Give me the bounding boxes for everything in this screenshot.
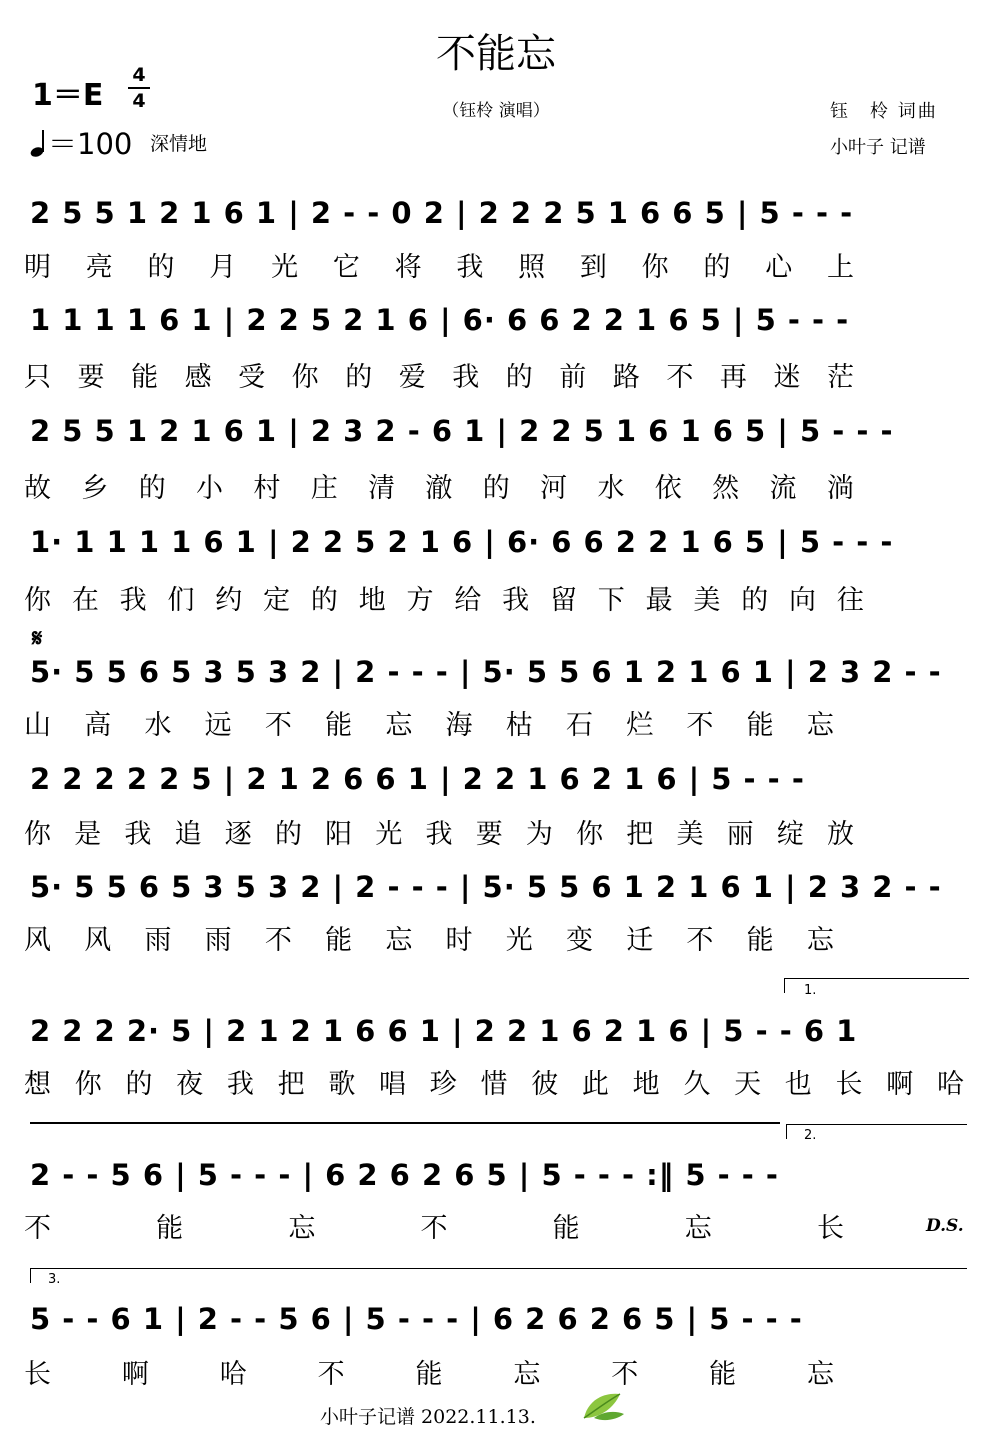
lyric-char: 你 — [24, 819, 51, 850]
lyric-char: 乡 — [81, 473, 109, 504]
lyric-char: 的 — [345, 362, 373, 393]
lyric-char: 忘 — [385, 710, 413, 741]
lyric-char: 不 — [24, 1213, 51, 1244]
lyric-char: 哈 — [936, 1069, 964, 1100]
segno-sign: 𝄋 — [32, 624, 43, 652]
lyric-char: 你 — [291, 362, 319, 393]
lyric-char: 把 — [626, 819, 654, 850]
lyric-char: 风 — [24, 925, 51, 956]
lyric-char: 我 — [119, 585, 147, 616]
lyric-char: 河 — [540, 473, 568, 504]
lyric-char: 将 — [394, 252, 422, 283]
lyric-char: 给 — [454, 585, 482, 616]
lyric-char: 迁 — [626, 925, 654, 956]
lyric-char: 在 — [71, 585, 99, 616]
lyric-char: 把 — [277, 1069, 305, 1100]
lyric-char: 歌 — [328, 1069, 356, 1100]
lyric-char: 淌 — [826, 473, 854, 504]
lyric-char: 也 — [784, 1069, 812, 1100]
lyric-char: 海 — [445, 710, 473, 741]
lyric-char: 不 — [611, 1359, 639, 1390]
lyric-char: 山 — [24, 710, 51, 741]
lyric-char: 忘 — [806, 710, 834, 741]
lyric-char: 方 — [406, 585, 434, 616]
footer-note: 小叶子记谱 2022.11.13. — [320, 1406, 536, 1428]
tempo-value: ＝100 — [48, 127, 133, 161]
notation-line-3: 2 5 5 1 2 1 6 1 | 2 3 2 - 6 1 | 2 2 5 1 6 1 6 5 | 5 - - - — [30, 414, 894, 448]
lyric-char: 啊 — [886, 1069, 914, 1100]
lyric-char: 定 — [263, 585, 291, 616]
expression-mark: 深情地 — [150, 133, 208, 155]
lyric-char: 村 — [253, 473, 281, 504]
lyric-char: 约 — [215, 585, 243, 616]
tempo-mark — [30, 122, 132, 165]
volta-label-1: 1. — [804, 983, 817, 998]
lyric-char: 要 — [475, 819, 503, 850]
lyric-char: 的 — [147, 252, 175, 283]
lyric-char: 想 — [24, 1069, 51, 1100]
lyric-char: 夜 — [176, 1069, 204, 1100]
lyric-char: 光 — [505, 925, 533, 956]
lyric-line-1 — [24, 245, 854, 281]
lyric-char: 能 — [746, 710, 774, 741]
lyric-char: 只 — [24, 362, 51, 393]
lyric-char: 照 — [518, 252, 546, 283]
quarter-note-icon — [30, 128, 48, 165]
lyric-char: 我 — [226, 1069, 254, 1100]
lyric-line-9 — [24, 1206, 844, 1242]
lyric-char: 我 — [425, 819, 453, 850]
notation-line-4: 1· 1 1 1 1 6 1 | 2 2 5 2 1 6 | 6· 6 6 2 2 1 6 5 | 5 - - - — [30, 525, 894, 559]
lyric-char: 流 — [769, 473, 797, 504]
lyric-char: 惜 — [480, 1069, 508, 1100]
staff-separator — [30, 1122, 780, 1124]
lyric-char: 雨 — [204, 925, 232, 956]
lyric-char: 你 — [74, 1069, 102, 1100]
lyric-char: 久 — [683, 1069, 711, 1100]
notation-line-5: 5· 5 5 6 5 3 5 3 2 | 2 - - - | 5· 5 5 6 1 2 1 6 1 | 2 3 2 - - — [30, 655, 942, 689]
lyric-char: 不 — [686, 925, 714, 956]
key-signature: 1＝E — [32, 78, 104, 113]
lyric-line-3 — [24, 466, 854, 502]
lyric-char: 忘 — [684, 1213, 712, 1244]
lyric-char: 到 — [579, 252, 607, 283]
lyric-char: 感 — [184, 362, 212, 393]
lyric-char: 的 — [505, 362, 533, 393]
lyric-char: 不 — [264, 710, 292, 741]
lyric-char: 时 — [445, 925, 473, 956]
lyric-char: 茫 — [826, 362, 854, 393]
lyric-char: 小 — [196, 473, 224, 504]
lyric-char: 丽 — [726, 819, 754, 850]
singer-credit: （钰柃 演唱） — [442, 101, 550, 121]
lyric-char: 留 — [549, 585, 577, 616]
volta-label-2: 2. — [804, 1128, 817, 1143]
lyric-char: 依 — [654, 473, 682, 504]
lyric-char: 受 — [238, 362, 266, 393]
notation-line-7: 5· 5 5 6 5 3 5 3 2 | 2 - - - | 5· 5 5 6 1 2 1 6 1 | 2 3 2 - - — [30, 870, 942, 904]
lyric-char: 我 — [502, 585, 530, 616]
lyric-char: 下 — [597, 585, 625, 616]
lyric-char: 长 — [816, 1213, 844, 1244]
lyric-char: 是 — [74, 819, 102, 850]
lyric-char: 故 — [24, 473, 51, 504]
lyric-char: 澈 — [425, 473, 453, 504]
lyric-char: 地 — [632, 1069, 660, 1100]
lyric-char: 向 — [789, 585, 816, 616]
lyric-char: 地 — [358, 585, 386, 616]
volta-bracket-3 — [30, 1268, 967, 1283]
lyric-char: 哈 — [219, 1359, 247, 1390]
lyric-char: 追 — [174, 819, 202, 850]
lyric-char: 唱 — [379, 1069, 407, 1100]
lyric-char: 不 — [420, 1213, 448, 1244]
lyricist-composer: 钰 柃 词曲 — [830, 101, 938, 122]
notation-line-9: 2 - - 5 6 | 5 - - - | 6 2 6 2 6 5 | 5 - - - :‖ 5 - - - — [30, 1158, 779, 1192]
lyric-char: 不 — [666, 362, 694, 393]
lyric-char: 光 — [271, 252, 299, 283]
lyric-char: 再 — [719, 362, 747, 393]
lyric-char: 能 — [325, 925, 353, 956]
lyric-char: 不 — [264, 925, 292, 956]
lyric-char: 的 — [741, 585, 769, 616]
lyric-char: 能 — [325, 710, 353, 741]
lyric-char: 的 — [482, 473, 510, 504]
lyric-char: 远 — [204, 710, 232, 741]
lyric-char: 啊 — [121, 1359, 149, 1390]
lyric-char: 高 — [84, 710, 112, 741]
time-signature-top: 4 — [132, 64, 146, 86]
lyric-char: 我 — [452, 362, 480, 393]
lyric-char: 最 — [645, 585, 673, 616]
lyric-char: 要 — [77, 362, 105, 393]
lyric-char: 庄 — [310, 473, 338, 504]
lyric-line-8 — [24, 1062, 964, 1098]
lyric-line-10 — [24, 1352, 834, 1388]
lyric-char: 水 — [144, 710, 172, 741]
lyric-char: 们 — [167, 585, 195, 616]
lyric-char: 风 — [84, 925, 112, 956]
lyric-char: 的 — [138, 473, 166, 504]
lyric-char: 心 — [765, 252, 793, 283]
lyric-char: 为 — [525, 819, 553, 850]
time-signature-bottom: 4 — [132, 90, 146, 112]
lyric-char: 水 — [597, 473, 625, 504]
notation-line-8: 2 2 2 2· 5 | 2 1 2 1 6 6 1 | 2 2 1 6 2 1 6 | 5 - - 6 1 — [30, 1014, 858, 1048]
lyric-char: 此 — [581, 1069, 609, 1100]
lyric-char: 能 — [156, 1213, 184, 1244]
lyric-char: 前 — [559, 362, 587, 393]
lyric-char: 亮 — [85, 252, 113, 283]
lyric-char: 能 — [746, 925, 774, 956]
notation-line-6: 2 2 2 2 2 5 | 2 1 2 6 6 1 | 2 2 1 6 2 1 6 | 5 - - - — [30, 762, 805, 796]
time-signature — [128, 64, 150, 112]
lyric-char: 忘 — [806, 925, 834, 956]
lyric-char: 你 — [576, 819, 604, 850]
lyric-char: 彼 — [531, 1069, 559, 1100]
lyric-char: 的 — [310, 585, 338, 616]
lyric-char: 忘 — [288, 1213, 316, 1244]
lyric-line-5 — [24, 703, 834, 739]
notation-line-1: 2 5 5 1 2 1 6 1 | 2 - - 0 2 | 2 2 2 5 1 6 6 5 | 5 - - - — [30, 196, 854, 230]
lyric-char: 美 — [676, 819, 704, 850]
lyric-char: 能 — [415, 1359, 443, 1390]
lyric-char: 迷 — [773, 362, 801, 393]
song-title: 不能忘 — [436, 31, 556, 77]
lyric-char: 的 — [703, 252, 731, 283]
transcriber: 小叶子 记谱 — [830, 137, 926, 158]
lyric-char: 变 — [565, 925, 593, 956]
lyric-char: 绽 — [776, 819, 804, 850]
dal-segno-mark: D.S. — [926, 1216, 964, 1236]
lyric-char: 阳 — [325, 819, 353, 850]
lyric-char: 长 — [835, 1069, 863, 1100]
notation-line-2: 1 1 1 1 6 1 | 2 2 5 2 1 6 | 6· 6 6 2 2 1 6 5 | 5 - - - — [30, 303, 850, 337]
lyric-char: 的 — [274, 819, 302, 850]
lyric-char: 美 — [693, 585, 721, 616]
lyric-line-2 — [24, 355, 854, 391]
lyric-line-6 — [24, 812, 854, 848]
lyric-char: 不 — [686, 710, 714, 741]
volta-label-3: 3. — [48, 1272, 61, 1287]
lyric-char: 我 — [124, 819, 152, 850]
lyric-char: 石 — [565, 710, 593, 741]
lyric-char: 珍 — [429, 1069, 457, 1100]
lyric-char: 你 — [641, 252, 669, 283]
lyric-char: 能 — [552, 1213, 580, 1244]
lyric-char: 的 — [125, 1069, 153, 1100]
lyric-line-7 — [24, 918, 834, 954]
leaf-icon — [580, 1388, 626, 1426]
lyric-char: 上 — [826, 252, 854, 283]
lyric-char: 明 — [24, 252, 51, 283]
lyric-char: 它 — [332, 252, 360, 283]
lyric-char: 爱 — [398, 362, 426, 393]
lyric-char: 枯 — [505, 710, 533, 741]
lyric-char: 我 — [456, 252, 484, 283]
lyric-char: 忘 — [807, 1359, 834, 1390]
lyric-line-4 — [24, 578, 864, 614]
lyric-char: 忘 — [513, 1359, 541, 1390]
lyric-char: 然 — [712, 473, 740, 504]
lyric-char: 烂 — [626, 710, 654, 741]
lyric-char: 清 — [368, 473, 396, 504]
lyric-char: 天 — [734, 1069, 762, 1100]
lyric-char: 路 — [612, 362, 640, 393]
lyric-char: 往 — [836, 585, 864, 616]
lyric-char: 雨 — [144, 925, 172, 956]
lyric-char: 你 — [24, 585, 51, 616]
lyric-char: 逐 — [224, 819, 252, 850]
lyric-char: 月 — [209, 252, 237, 283]
lyric-char: 光 — [375, 819, 403, 850]
notation-line-10: 5 - - 6 1 | 2 - - 5 6 | 5 - - - | 6 2 6 2 6 5 | 5 - - - — [30, 1302, 803, 1336]
lyric-char: 能 — [709, 1359, 737, 1390]
lyric-char: 不 — [317, 1359, 345, 1390]
lyric-char: 忘 — [385, 925, 413, 956]
lyric-char: 长 — [24, 1359, 51, 1390]
lyric-char: 能 — [131, 362, 159, 393]
lyric-char: 放 — [827, 819, 854, 850]
